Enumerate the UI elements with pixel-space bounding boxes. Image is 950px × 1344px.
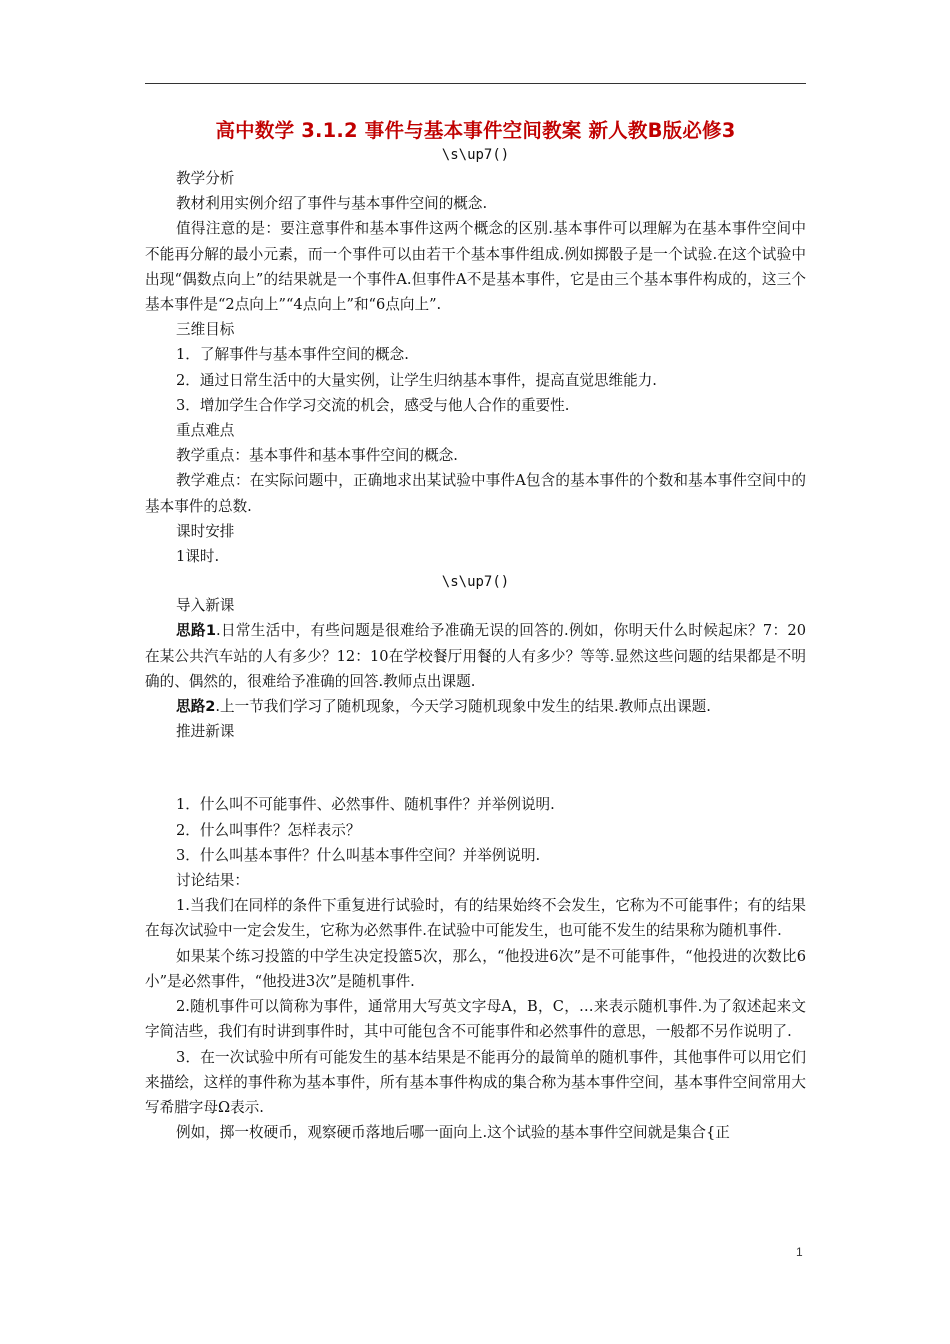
blank-space bbox=[145, 744, 806, 792]
document-body bbox=[145, 118, 806, 1145]
section-heading-analysis: 教学分析 bbox=[176, 170, 235, 187]
bold-label: 思路1 bbox=[176, 622, 216, 640]
page-title: 高中数学 3.1.2 事件与基本事件空间教案 新人教B版必修3 bbox=[215, 119, 736, 142]
list-item: 2．通过日常生活中的大量实例，让学生归纳基本事件，提高直觉思维能力. bbox=[176, 371, 657, 389]
bold-label: 思路2 bbox=[176, 698, 216, 716]
section-heading-intro: 导入新课 bbox=[176, 597, 235, 615]
paragraph: 2.随机事件可以简称为事件，通常用大写英文字母A，B，C，…来表示随机事件.为了叙述起来文字简洁些，我们有时讲到事件时，其中可能包含不可能事件和必然事件的意思，一般都不另作说明了. bbox=[145, 998, 806, 1041]
paragraph-text: .上一节我们学习了随机现象，今天学习随机现象中发生的结果.教师点出课题. bbox=[215, 698, 711, 716]
discussion-heading: 讨论结果： bbox=[176, 872, 249, 890]
list-item: 3．增加学生合作学习交流的机会，感受与他人合作的重要性. bbox=[176, 396, 570, 414]
paragraph: 1课时. bbox=[176, 548, 220, 566]
list-item: 2．什么叫事件？怎样表示？ bbox=[176, 821, 361, 839]
section-heading-new-lesson: 推进新课 bbox=[176, 723, 235, 741]
paragraph: 1.当我们在同样的条件下重复进行试验时，有的结果始终不会发生，它称为不可能事件；有的结果在每次试验中一定会发生，它称为必然事件.在试验中可能发生，也可能不发生的结果称为随机事件. bbox=[145, 897, 806, 940]
paragraph: 值得注意的是：要注意事件和基本事件这两个概念的区别.基本事件可以理解为在基本事件空间中不能再分解的最小元素，而一个事件可以由若干个基本事件组成.例如掷骰子是一个试验.在这个试验中出现“偶数点向上”的结果就是一个事件A.但事件A不是基本事件，它是由三个基本事件构成的，这三个基本事件是“2点向上”“4点向上”和“6点向上”. bbox=[145, 220, 806, 314]
paragraph: 如果某个练习投篮的中学生决定投篮5次，那么，“他投进6次”是不可能事件，“他投进的次数比6小”是必然事件，“他投进3次”是随机事件. bbox=[145, 947, 806, 990]
paragraph: 3．在一次试验中所有可能发生的基本结果是不能再分的最简单的随机事件，其他事件可以用它们来描绘，这样的事件称为基本事件，所有基本事件构成的集合称为基本事件空间，基本事件空间常用大写希腊字母Ω表示. bbox=[145, 1048, 806, 1116]
section-heading-key-points: 重点难点 bbox=[176, 422, 235, 440]
paragraph: 教学难点：在实际问题中，正确地求出某试验中事件A包含的基本事件的个数和基本事件空间中的基本事件的总数. bbox=[145, 472, 806, 515]
list-item: 3．什么叫基本事件？什么叫基本事件空间？并举例说明. bbox=[176, 846, 541, 864]
paragraph-text: .日常生活中，有些问题是很难给予准确无误的回答的.例如，你明天什么时候起床？7：20在某公共汽车站的人有多少？12：10在学校餐厅用餐的人有多少？等等.显然这些问题的结果都是不明确的、偶然的，很难给予准确的回答.教师点出课题. bbox=[145, 622, 807, 690]
page-number: 1 bbox=[796, 1245, 803, 1259]
paragraph: 例如，掷一枚硬币，观察硬币落地后哪一面向上.这个试验的基本事件空间就是集合{正 bbox=[176, 1124, 730, 1142]
list-item: 1．了解事件与基本事件空间的概念. bbox=[176, 346, 409, 364]
list-item: 1．什么叫不可能事件、必然事件、随机事件？并举例说明. bbox=[176, 796, 555, 814]
paragraph: 教材利用实例介绍了事件与基本事件空间的概念. bbox=[176, 195, 488, 213]
section-heading-objectives: 三维目标 bbox=[176, 321, 235, 339]
field-code: \s\up7() bbox=[441, 147, 510, 163]
field-code: \s\up7() bbox=[441, 574, 510, 591]
paragraph bbox=[145, 694, 806, 719]
paragraph bbox=[145, 618, 806, 694]
paragraph: 教学重点：基本事件和基本事件空间的概念. bbox=[176, 447, 458, 465]
section-heading-schedule: 课时安排 bbox=[176, 522, 235, 540]
header-rule bbox=[145, 83, 806, 84]
